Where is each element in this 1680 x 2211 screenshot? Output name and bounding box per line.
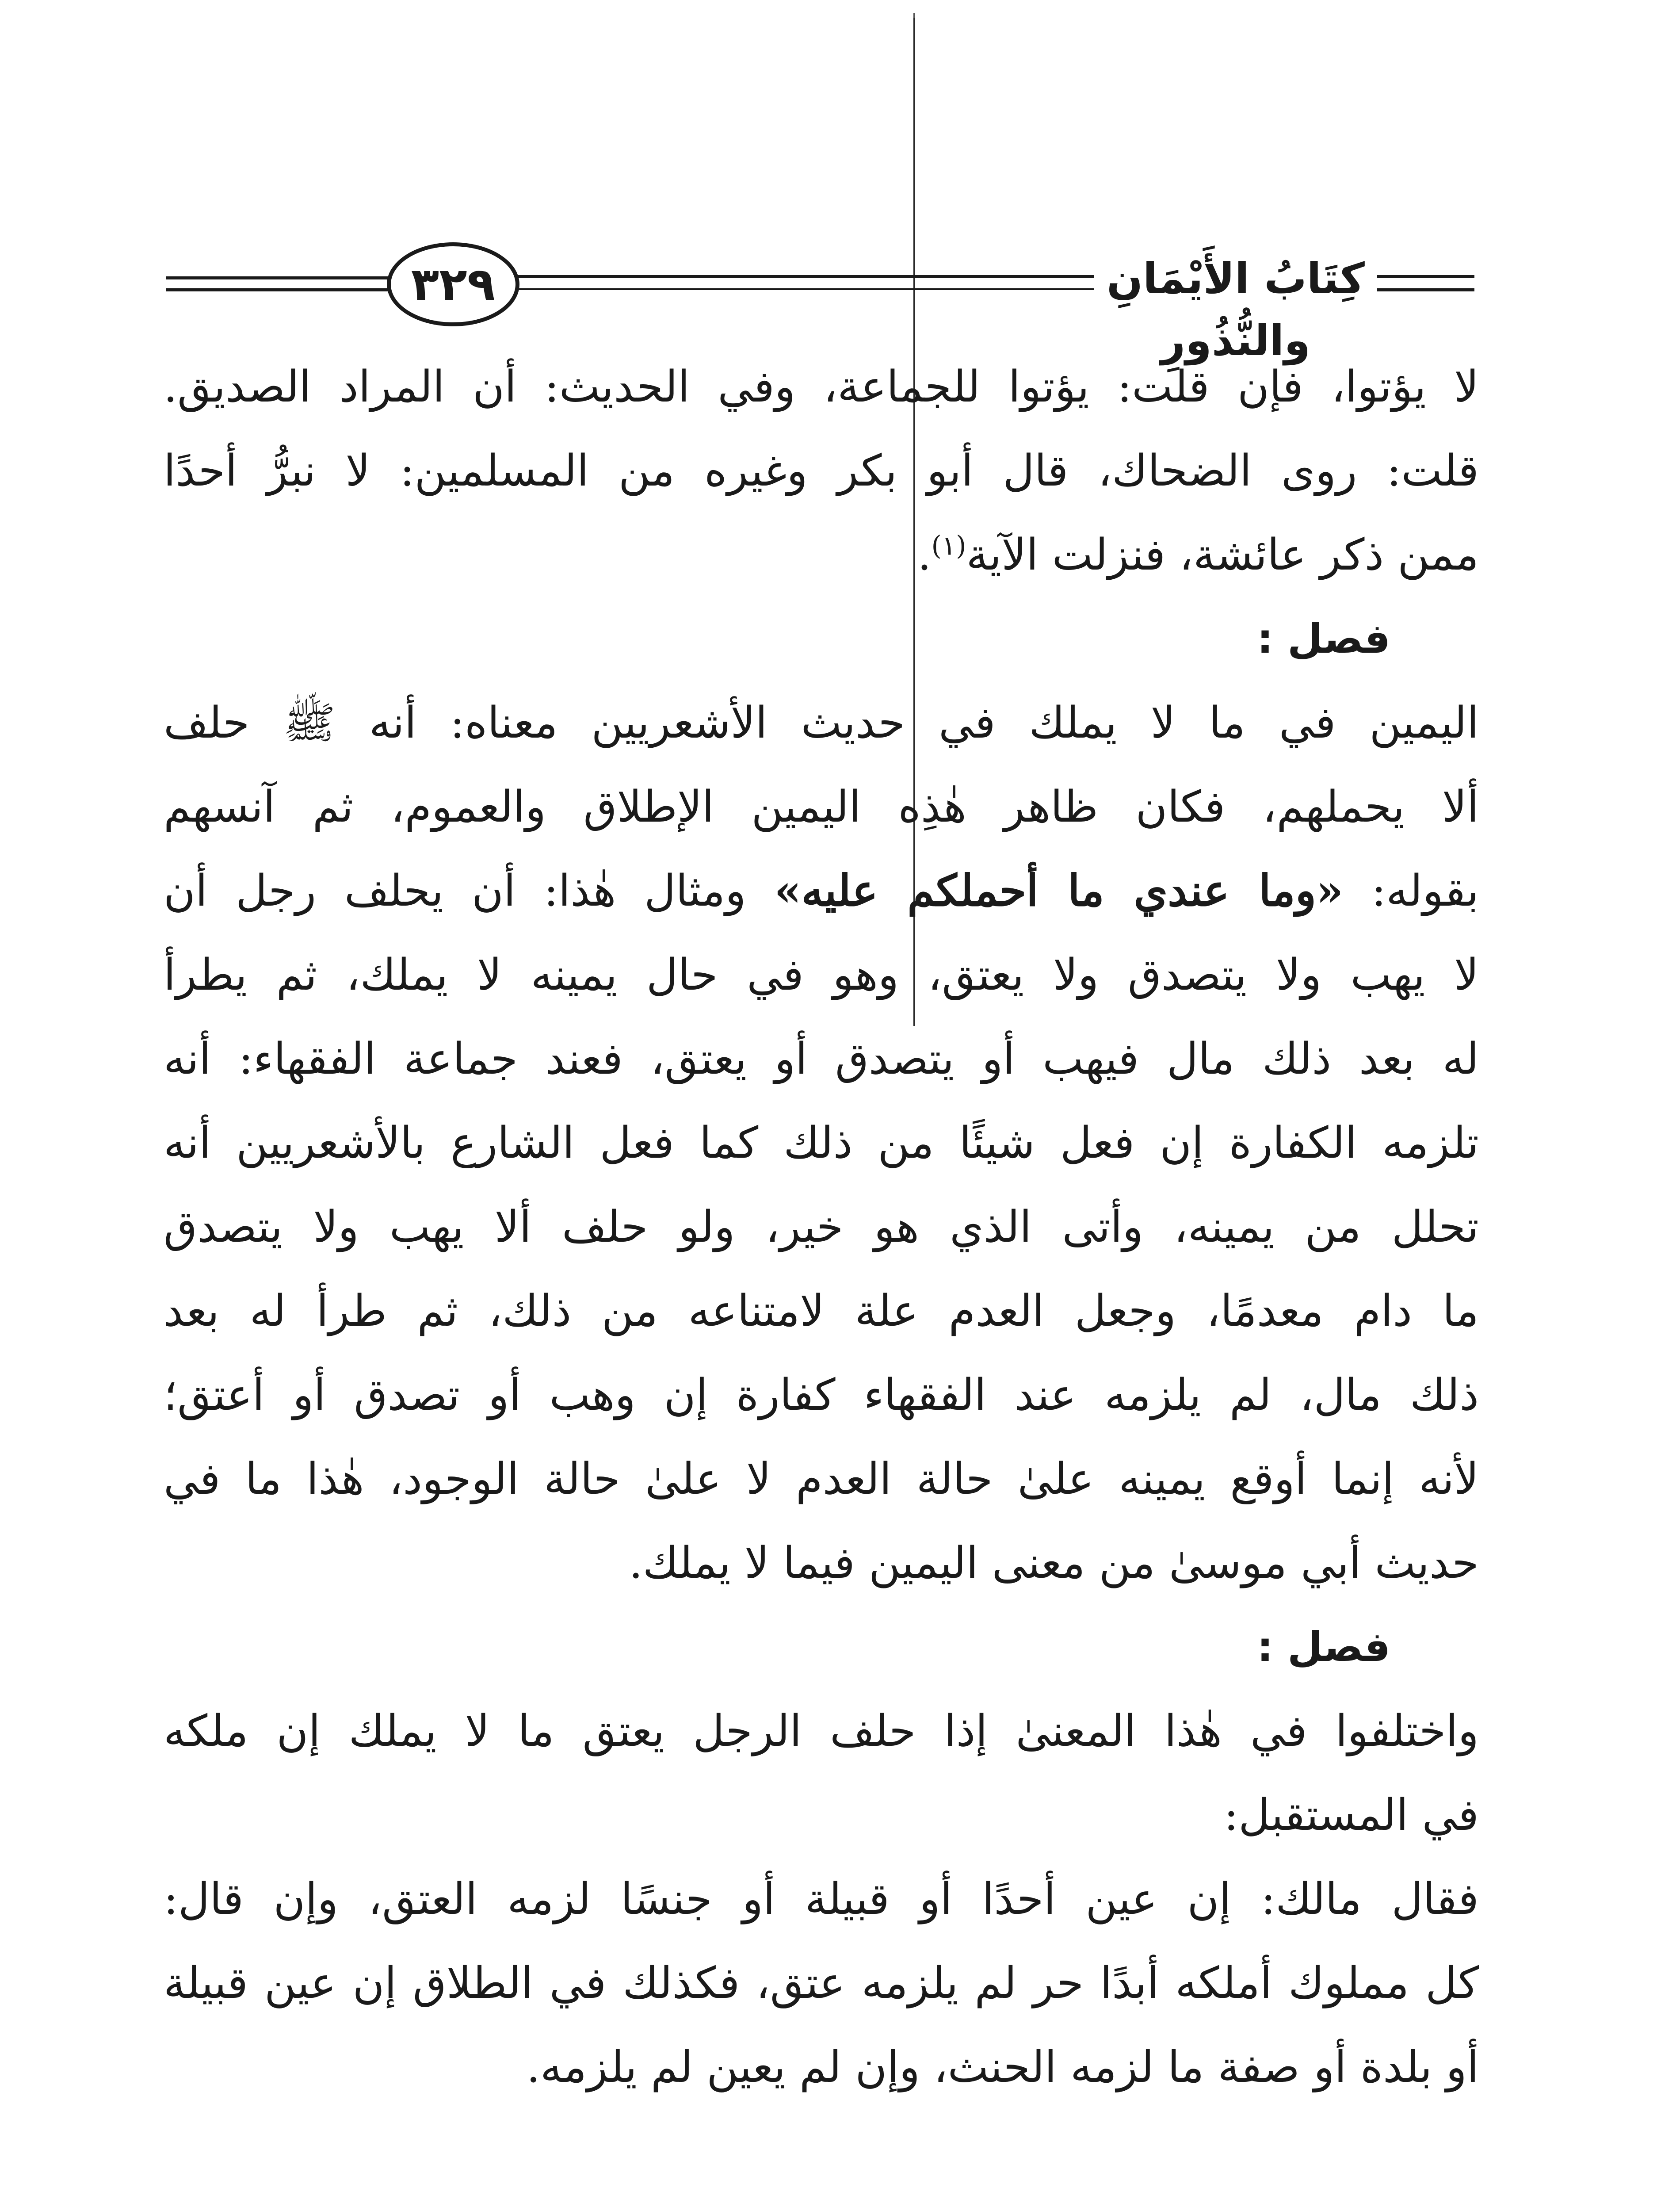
text-line: تحلل من يمينه، وأتى الذي هو خير، ولو حلف ألا يهب ولا يتصدق	[164, 1202, 1479, 1252]
text-segment: ممن ذكر عائشة، فنزلت الآية	[966, 530, 1479, 580]
text-line: واختلفوا في هٰذا المعنىٰ إذا حلف الرجل يعتق ما لا يملك إن ملكه	[164, 1706, 1479, 1756]
text-line: لأنه إنما أوقع يمينه علىٰ حالة العدم لا علىٰ حالة الوجود، هٰذا ما في	[164, 1454, 1479, 1504]
header-rule	[1377, 275, 1474, 278]
text-line: لا يهب ولا يتصدق ولا يعتق، وهو في حال يمينه لا يملك، ثم يطرأ	[164, 950, 1479, 1000]
text-segment: .	[917, 530, 932, 580]
footnote-reference: (١)	[931, 530, 966, 562]
text-line: ما دام معدمًا، وجعل العدم علة لامتناعه من ذلك، ثم طرأ له بعد	[164, 1286, 1479, 1336]
text-line	[164, 849, 1479, 933]
page-number: ٣٢٩	[411, 257, 496, 311]
main-text	[164, 345, 1479, 2109]
text-line: فقال مالك: إن عين أحدًا أو قبيلة أو جنسًا لزمه العتق، وإن قال:	[164, 1874, 1479, 1924]
text-line: تلزمه الكفارة إن فعل شيئًا من ذلك كما فعل الشارع بالأشعريين أنه	[164, 1118, 1479, 1168]
text-segment: ومثال هٰذا: أن يحلف رجل أن	[164, 866, 746, 916]
header-rule	[502, 288, 1094, 290]
text-line: كل مملوك أملكه أبدًا حر لم يلزمه عتق، فكذلك في الطلاق إن عين قبيلة	[164, 1958, 1479, 2008]
text-line: في المستقبل:	[1224, 1790, 1479, 1840]
section-heading: فصل :	[1257, 1623, 1390, 1671]
running-title: كِتَابُ الأَيْمَانِ والنُّذُورِ	[1107, 254, 1365, 365]
text-line: ألا يحملهم، فكان ظاهر هٰذِه اليمين الإطلاق والعموم، ثم آنسهم	[164, 782, 1479, 832]
text-line: لا يؤتوا، فإن قلت: يؤتوا للجماعة، وفي الحديث: أن المراد الصديق.	[164, 362, 1479, 412]
header-rule	[502, 275, 1094, 278]
header-rule	[166, 276, 396, 279]
text-line: اليمين في ما لا يملك في حديث الأشعريين معناه: أنه ﷺ حلف	[164, 698, 1479, 748]
text-line: أو بلدة أو صفة ما لزمه الحنث، وإن لم يعين لم يلزمه.	[526, 2042, 1479, 2092]
text-line: له بعد ذلك مال فيهب أو يتصدق أو يعتق، فعند جماعة الفقهاء: أنه	[164, 1034, 1479, 1084]
text-line: قلت: روى الضحاك، قال أبو بكر وغيره من المسلمين: لا نبرُّ أحدًا	[164, 446, 1479, 496]
header-rule	[1377, 288, 1474, 291]
text-line: ذلك مال، لم يلزمه عند الفقهاء كفارة إن وهب أو تصدق أو أعتق؛	[164, 1370, 1479, 1420]
section-heading: فصل :	[1257, 615, 1390, 662]
text-line	[164, 513, 1479, 597]
text-segment: بقوله:	[1371, 866, 1479, 916]
page-number-badge	[387, 242, 519, 326]
page-header	[166, 234, 1474, 365]
hadith-quote: «وما عندي ما أحملكم عليه»	[774, 865, 1344, 916]
text-line: حديث أبي موسىٰ من معنى اليمين فيما لا يملك.	[629, 1538, 1479, 1588]
header-rule	[166, 288, 396, 291]
